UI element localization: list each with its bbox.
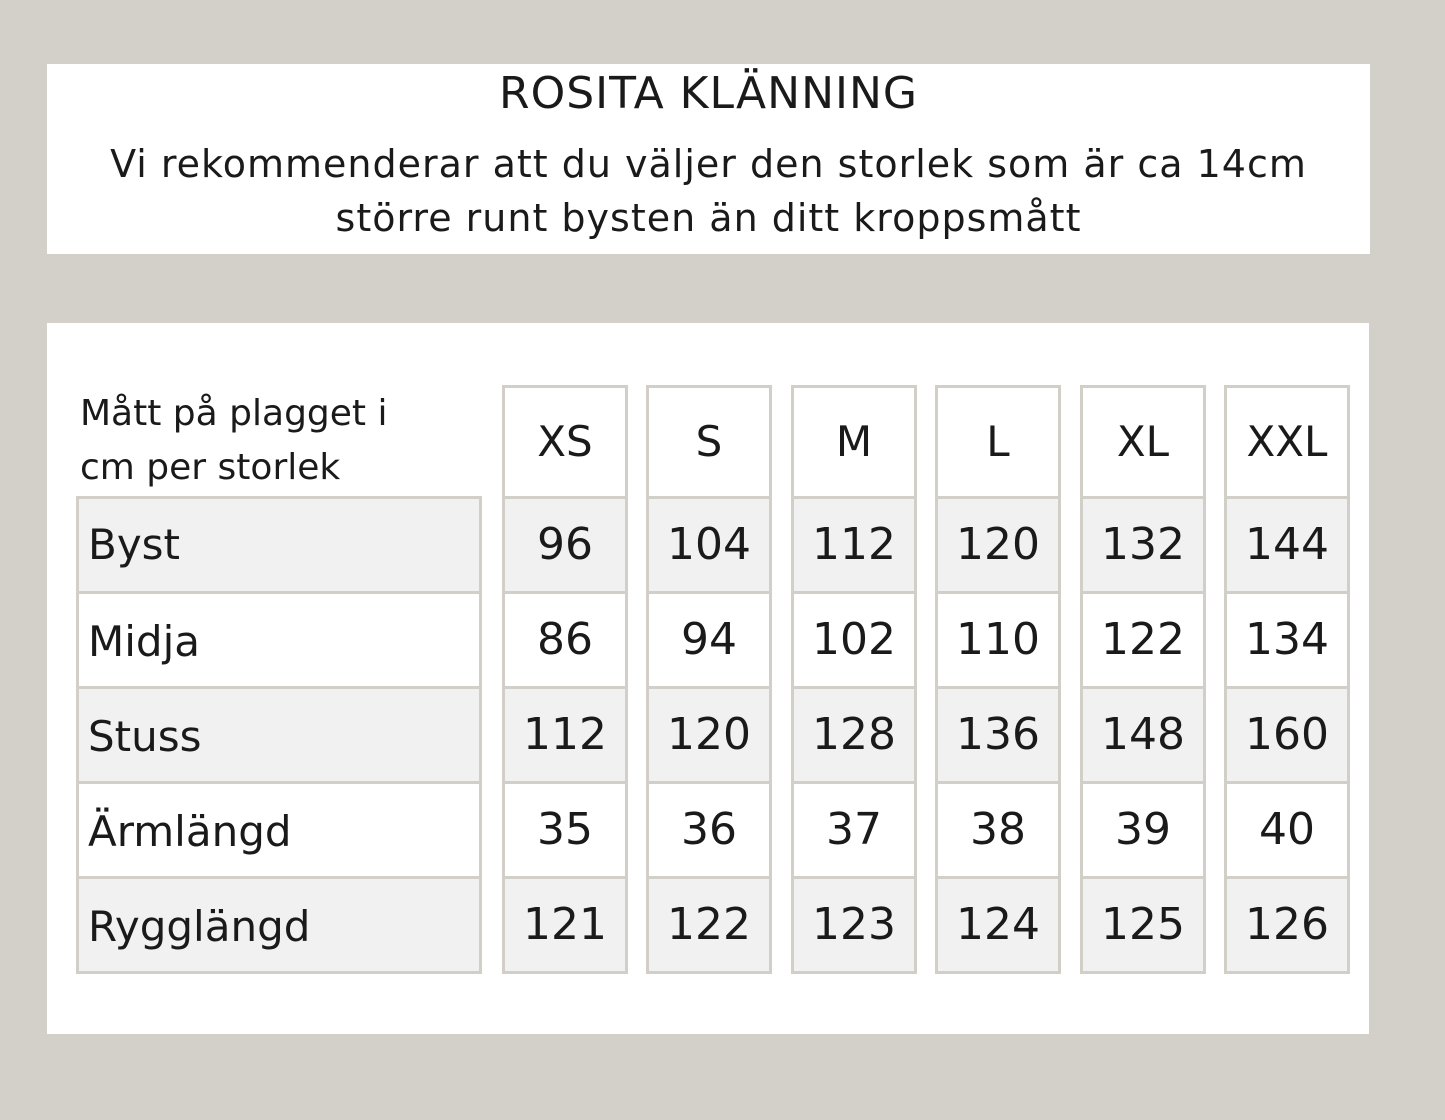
size-value-cell: 122 xyxy=(1083,591,1203,686)
size-value-cell: 110 xyxy=(938,591,1058,686)
size-value-cell: 96 xyxy=(505,496,625,591)
size-table-panel xyxy=(47,323,1369,1034)
size-value-cell: 37 xyxy=(794,781,914,876)
size-header: XS xyxy=(537,417,593,466)
size-column-xs xyxy=(502,385,628,974)
size-value-cell: 134 xyxy=(1227,591,1347,686)
size-column-l xyxy=(935,385,1061,974)
row-label-byst: Byst xyxy=(79,499,479,591)
size-value-cell: 39 xyxy=(1083,781,1203,876)
size-value-cell: 35 xyxy=(505,781,625,876)
size-column-s xyxy=(646,385,772,974)
size-value-cell: 126 xyxy=(1227,876,1347,971)
size-value-cell: 128 xyxy=(794,686,914,781)
measurement-label-column xyxy=(76,496,482,974)
size-value-cell: 123 xyxy=(794,876,914,971)
size-header: XXL xyxy=(1246,417,1328,466)
size-value-cell: 120 xyxy=(938,496,1058,591)
size-value-cell: 136 xyxy=(938,686,1058,781)
size-value-cell: 104 xyxy=(649,496,769,591)
size-value-cell: 132 xyxy=(1083,496,1203,591)
recommendation-line-1: Vi rekommenderar att du väljer den storlek som är ca 14cm xyxy=(110,142,1307,186)
size-value-cell: 112 xyxy=(794,496,914,591)
size-value-cell: 40 xyxy=(1227,781,1347,876)
size-header: L xyxy=(986,417,1010,466)
size-header: M xyxy=(835,417,873,466)
size-value-cell: 148 xyxy=(1083,686,1203,781)
size-value-cell: 122 xyxy=(649,876,769,971)
size-value-cell: 86 xyxy=(505,591,625,686)
size-value-cell: 125 xyxy=(1083,876,1203,971)
size-column-m xyxy=(791,385,917,974)
row-label-stuss: Stuss xyxy=(79,686,479,781)
size-column-xxl xyxy=(1224,385,1350,974)
corner-label-line-1: Mått på plagget i xyxy=(80,393,388,434)
size-value-cell: 38 xyxy=(938,781,1058,876)
page-title: ROSITA KLÄNNING xyxy=(499,68,918,119)
row-label-midja: Midja xyxy=(79,591,479,686)
header-panel xyxy=(47,64,1370,254)
size-value-cell: 124 xyxy=(938,876,1058,971)
size-value-cell: 120 xyxy=(649,686,769,781)
size-value-cell: 144 xyxy=(1227,496,1347,591)
row-label-rygglangd: Rygglängd xyxy=(79,876,479,971)
table-corner-label xyxy=(80,387,460,495)
recommendation-text xyxy=(47,137,1370,245)
row-label-armlangd: Ärmlängd xyxy=(79,781,479,876)
corner-label-line-2: cm per storlek xyxy=(80,447,341,488)
size-header: XL xyxy=(1116,417,1170,466)
size-value-cell: 36 xyxy=(649,781,769,876)
size-value-cell: 112 xyxy=(505,686,625,781)
size-value-cell: 102 xyxy=(794,591,914,686)
size-value-cell: 160 xyxy=(1227,686,1347,781)
recommendation-line-2: större runt bysten än ditt kroppsmått xyxy=(335,196,1082,240)
size-value-cell: 94 xyxy=(649,591,769,686)
size-header: S xyxy=(695,417,723,466)
size-value-cell: 121 xyxy=(505,876,625,971)
size-column-xl xyxy=(1080,385,1206,974)
